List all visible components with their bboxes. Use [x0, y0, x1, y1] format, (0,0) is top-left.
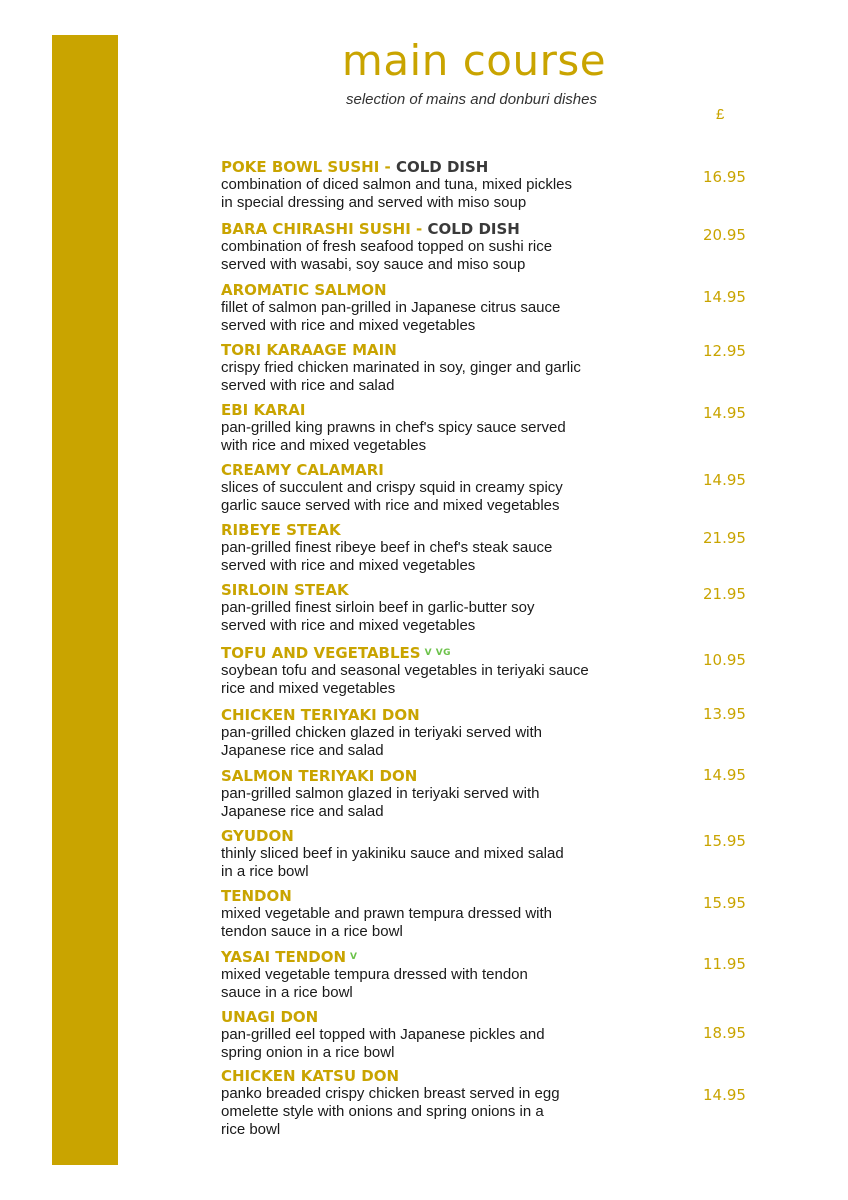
dish-name-text: YASAI TENDON — [221, 948, 347, 966]
diet-tag: V — [350, 952, 358, 962]
dish-name — [221, 341, 661, 359]
dish-name — [221, 581, 661, 599]
dish-price: 14.95 — [703, 766, 746, 784]
dish-price: 11.95 — [703, 955, 746, 973]
dish-name — [221, 401, 661, 419]
dish-name-text: UNAGI DON — [221, 1008, 319, 1026]
dish-description: pan-grilled finest sirloin beef in garlic-butter soy served with rice and mixed vegetables — [221, 599, 535, 634]
dish-name-text: CHICKEN TERIYAKI DON — [221, 706, 420, 724]
dish-name — [221, 521, 661, 539]
menu-item — [221, 827, 661, 881]
dish-price: 10.95 — [703, 651, 746, 669]
menu-item — [221, 1008, 661, 1062]
dish-description: fillet of salmon pan-grilled in Japanese citrus sauce served with rice and mixed vegetables — [221, 299, 561, 334]
dish-description: slices of succulent and crispy squid in creamy spicy garlic sauce served with rice and mixed vegetables — [221, 479, 563, 514]
dish-note: COLD DISH — [395, 158, 489, 176]
dish-note: COLD DISH — [427, 220, 520, 238]
dish-name — [221, 158, 661, 176]
dish-description: mixed vegetable tempura dressed with tendon sauce in a rice bowl — [221, 966, 528, 1001]
dish-price: 15.95 — [703, 894, 746, 912]
dish-name — [221, 948, 661, 966]
menu-item — [221, 281, 661, 335]
dish-name-text: SIRLOIN STEAK — [221, 581, 349, 599]
menu-item — [221, 220, 661, 274]
menu-item — [221, 341, 661, 395]
dish-description: pan-grilled eel topped with Japanese pickles and spring onion in a rice bowl — [221, 1026, 545, 1061]
menu-item — [221, 461, 661, 515]
page-title: main course — [341, 36, 607, 85]
dish-price: 14.95 — [703, 404, 746, 422]
dish-name — [221, 1067, 661, 1085]
menu-item — [221, 767, 661, 821]
dish-name — [221, 887, 661, 905]
dish-name-text: GYUDON — [221, 827, 294, 845]
menu-item — [221, 158, 661, 212]
dish-price: 14.95 — [703, 1086, 746, 1104]
menu-item — [221, 1067, 661, 1139]
dish-name — [221, 767, 661, 785]
dish-name-text: POKE BOWL SUSHI - — [221, 158, 396, 176]
dish-name — [221, 461, 661, 479]
dish-price: 14.95 — [703, 288, 746, 306]
dish-name-text: TORI KARAAGE MAIN — [221, 341, 397, 359]
dish-description: pan-grilled salmon glazed in teriyaki served with Japanese rice and salad — [221, 785, 540, 820]
dish-name-text: TOFU AND VEGETABLES — [221, 644, 421, 662]
dish-name — [221, 1008, 661, 1026]
dish-name-text: TENDON — [221, 887, 292, 905]
dish-name — [221, 281, 661, 299]
dish-price: 14.95 — [703, 471, 746, 489]
dish-price: 18.95 — [703, 1024, 746, 1042]
dish-price: 21.95 — [703, 529, 746, 547]
menu-item — [221, 644, 661, 698]
dish-description: panko breaded crispy chicken breast served in egg omelette style with onions and spring onions in a rice bowl — [221, 1085, 560, 1138]
dish-description: combination of fresh seafood topped on sushi rice served with wasabi, soy sauce and miso soup — [221, 238, 553, 273]
menu-item — [221, 948, 661, 1002]
menu-item — [221, 581, 661, 635]
dish-name — [221, 644, 661, 662]
dish-description: combination of diced salmon and tuna, mixed pickles in special dressing and served with miso soup — [221, 176, 573, 211]
currency-symbol: £ — [716, 106, 725, 123]
dish-description: soybean tofu and seasonal vegetables in teriyaki sauce rice and mixed vegetables — [221, 662, 589, 697]
dish-description: pan-grilled king prawns in chef's spicy sauce served with rice and mixed vegetables — [221, 419, 566, 454]
dish-name-text: RIBEYE STEAK — [221, 521, 341, 539]
dish-price: 21.95 — [703, 585, 746, 603]
dish-price: 12.95 — [703, 342, 746, 360]
menu-item — [221, 706, 661, 760]
dish-name-text: SALMON TERIYAKI DON — [221, 767, 418, 785]
dish-name-text: CREAMY CALAMARI — [221, 461, 384, 479]
dish-price: 13.95 — [703, 705, 746, 723]
dish-description: pan-grilled finest ribeye beef in chef's steak sauce served with rice and mixed vegetables — [221, 539, 553, 574]
dish-price: 15.95 — [703, 832, 746, 850]
dish-price: 20.95 — [703, 226, 746, 244]
dish-name — [221, 706, 661, 724]
dish-name-text: AROMATIC SALMON — [221, 281, 387, 299]
menu-item — [221, 887, 661, 941]
dish-description: mixed vegetable and prawn tempura dressed with tendon sauce in a rice bowl — [221, 905, 553, 940]
diet-tag: V VG — [424, 648, 452, 658]
dish-name-text: EBI KARAI — [221, 401, 306, 419]
dish-name-text: BARA CHIRASHI SUSHI - — [221, 220, 428, 238]
menu-item — [221, 401, 661, 455]
page-subtitle: selection of mains and donburi dishes — [346, 91, 597, 108]
dish-price: 16.95 — [703, 168, 746, 186]
dish-name-text: CHICKEN KATSU DON — [221, 1067, 400, 1085]
dish-name — [221, 827, 661, 845]
decorative-side-bar — [52, 35, 118, 1165]
dish-description: pan-grilled chicken glazed in teriyaki served with Japanese rice and salad — [221, 724, 542, 759]
menu-item — [221, 521, 661, 575]
dish-description: thinly sliced beef in yakiniku sauce and mixed salad in a rice bowl — [221, 845, 564, 880]
dish-description: crispy fried chicken marinated in soy, ginger and garlic served with rice and salad — [221, 359, 581, 394]
dish-name — [221, 220, 661, 238]
